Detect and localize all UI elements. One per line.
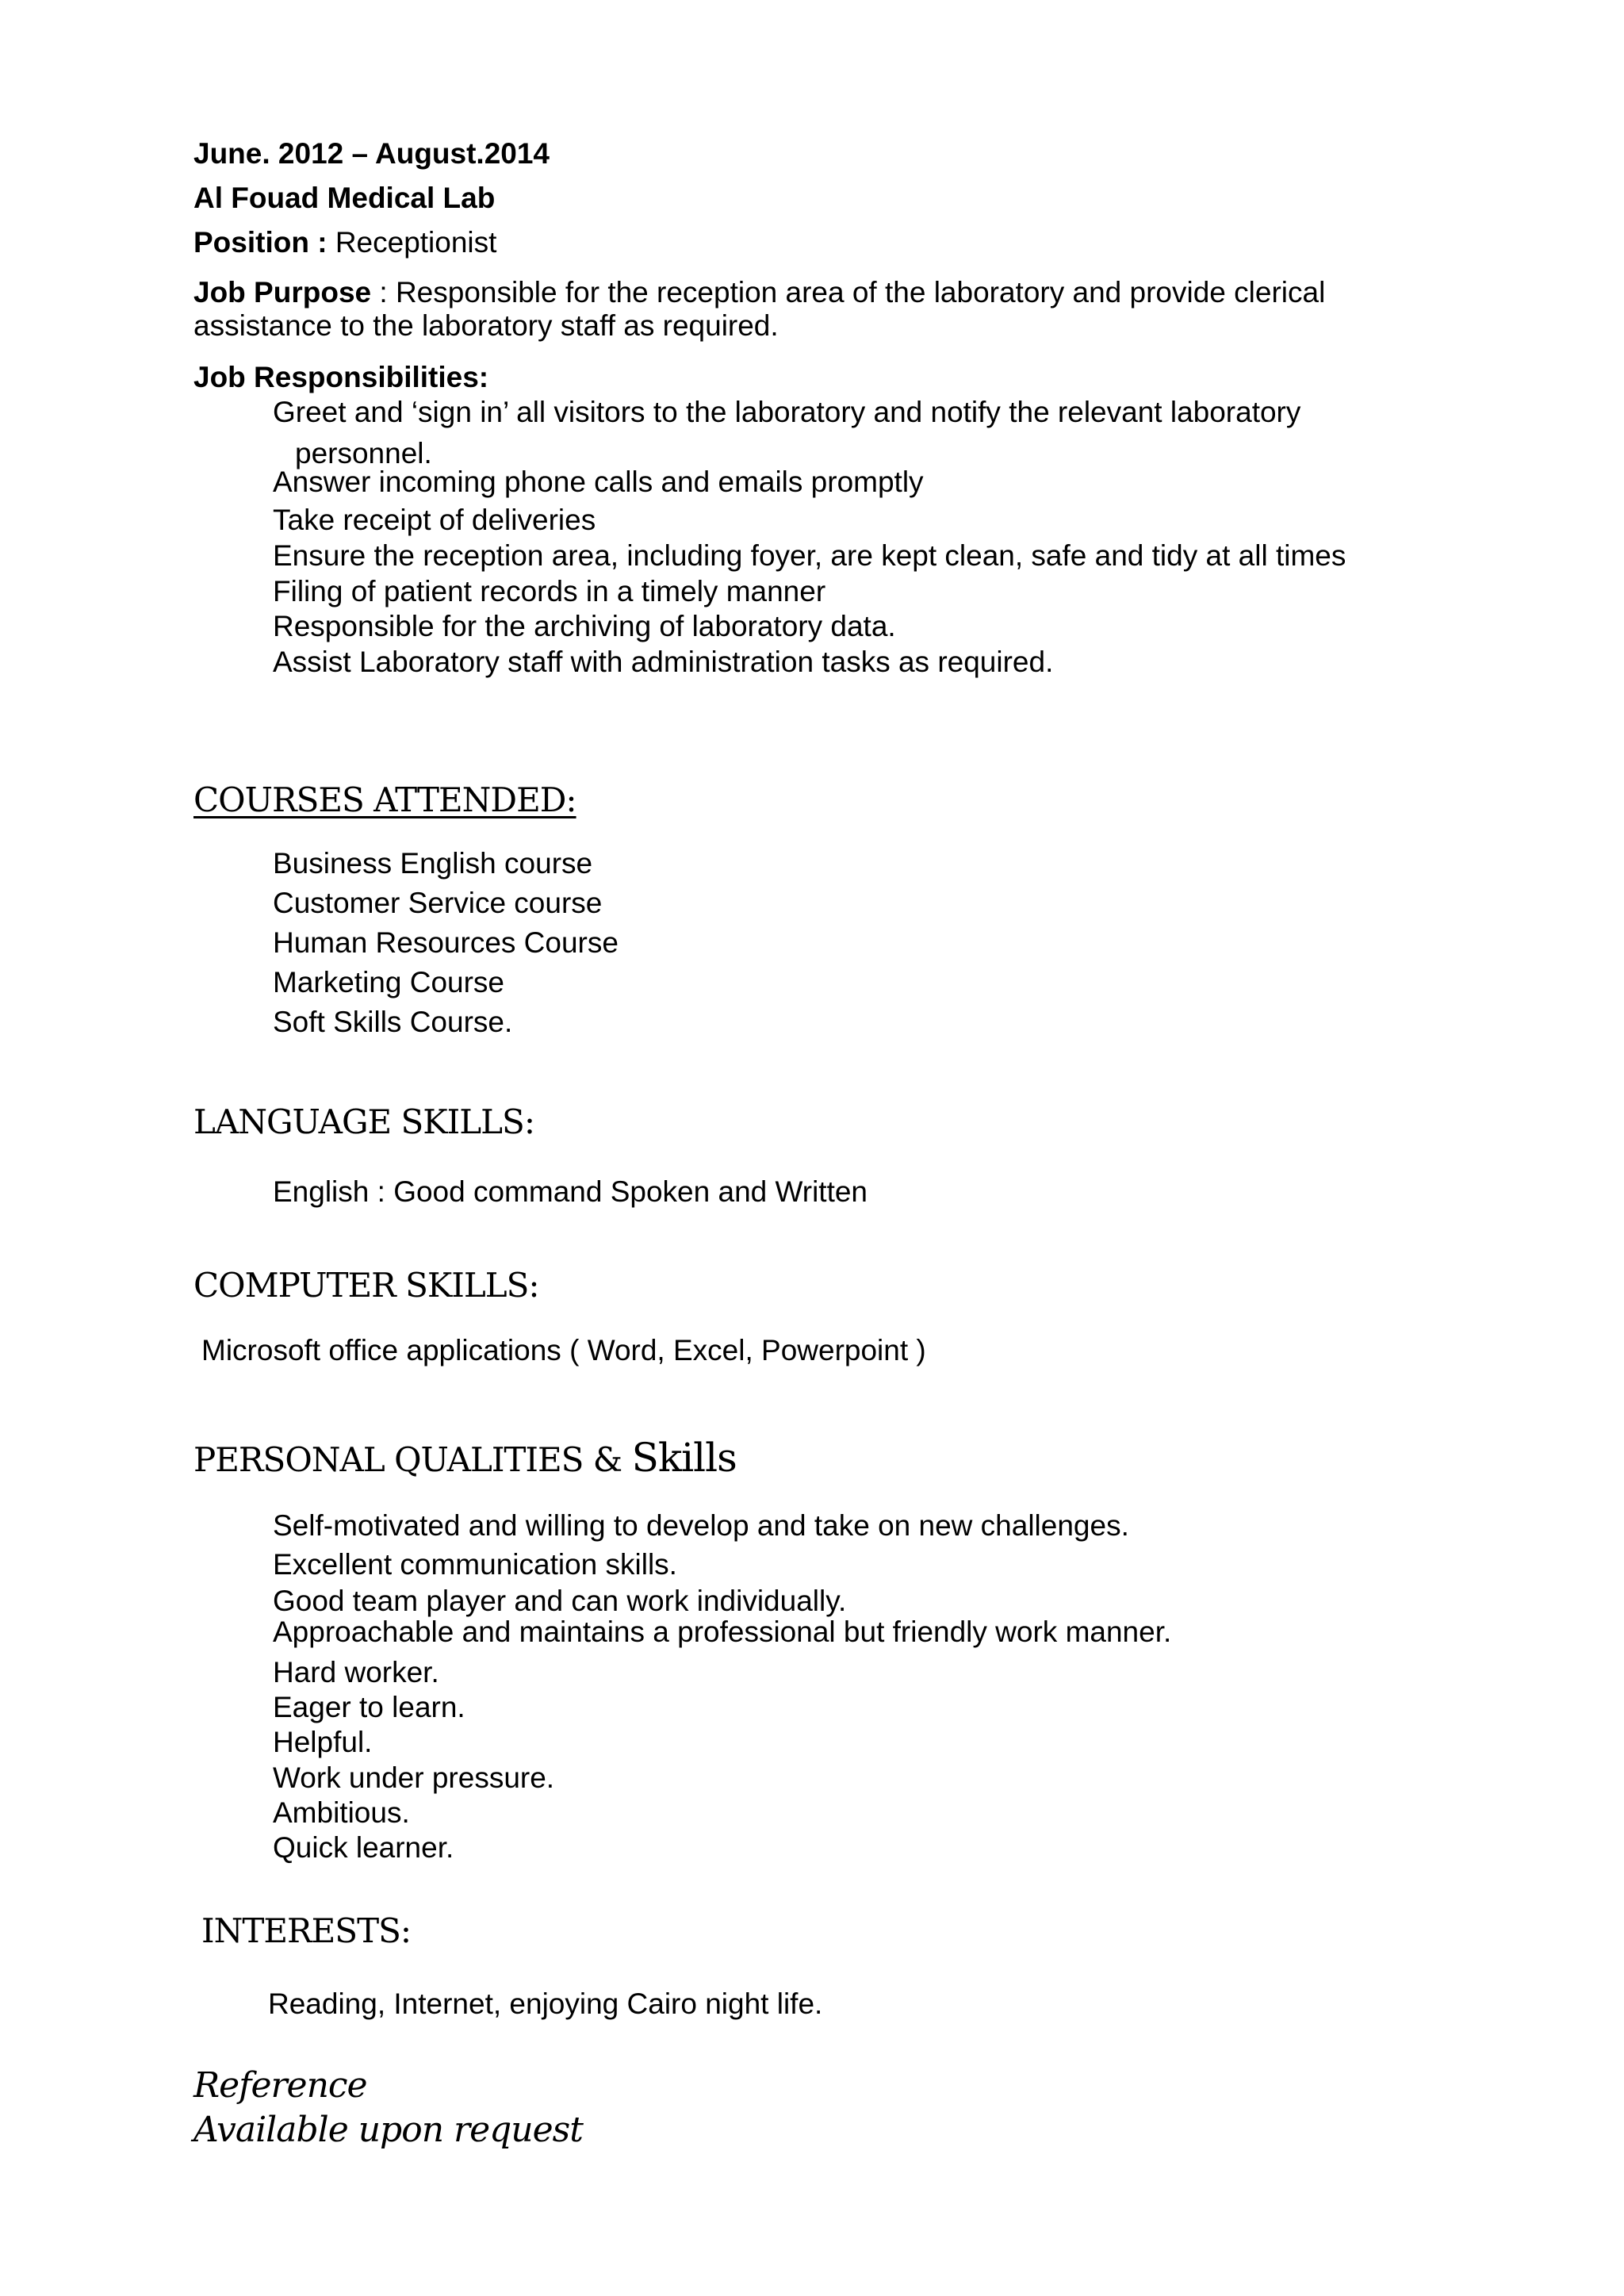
course-item: Human Resources Course [273,926,619,959]
interests-heading: INTERESTS: [201,1911,412,1950]
responsibility-item: Answer incoming phone calls and emails promptly [273,466,924,498]
computer-skill-item: Microsoft office applications ( Word, Excel, Powerpoint ) [201,1334,926,1366]
job-purpose-line2: assistance to the laboratory staff as required. [193,309,779,342]
employment-dates: June. 2012 – August.2014 [193,137,550,170]
quality-item: Excellent communication skills. [273,1548,677,1581]
course-item: Soft Skills Course. [273,1006,513,1038]
quality-item: Self-motivated and willing to develop and take on new challenges. [273,1509,1129,1542]
quality-item: Eager to learn. [273,1691,465,1723]
job-purpose-text: : Responsible for the reception area of the laboratory and provide clerical [379,276,1326,309]
course-item: Marketing Course [273,966,505,999]
job-purpose-line1 [193,275,1325,310]
interests-text: Reading, Internet, enjoying Cairo night life. [268,1987,823,2020]
position-line [193,225,496,260]
job-responsibilities-label: Job Responsibilities: [193,361,489,393]
courses-list [273,844,619,1042]
computer-skills-heading: COMPUTER SKILLS: [193,1266,539,1305]
responsibility-item: Responsible for the archiving of laboratory data. [273,610,896,642]
quality-item: Hard worker. [273,1656,439,1688]
language-skills-heading: LANGUAGE SKILLS: [193,1102,534,1141]
quality-item: Approachable and maintains a professional but friendly work manner. [273,1616,1172,1648]
quality-item: Ambitious. [273,1796,410,1829]
course-item: Customer Service course [273,887,603,919]
quality-item: Good team player and can work individually. [273,1585,847,1617]
responsibility-item: Ensure the reception area, including foyer, are kept clean, safe and tidy at all times [273,539,1346,572]
position-value: Receptionist [335,226,497,259]
personal-qualities-caps: PERSONAL QUALITIES & [193,1440,622,1479]
responsibility-item: Assist Laboratory staff with administration tasks as required. [273,646,1054,678]
reference-title: Reference [193,2065,367,2106]
personal-qualities-heading [193,1435,737,1481]
quality-item: Work under pressure. [273,1761,555,1794]
personal-qualities-skills: Skills [631,1435,737,1481]
quality-item: Quick learner. [273,1831,454,1864]
job-purpose-label: Job Purpose [193,276,372,309]
responsibility-item: Greet and ‘sign in’ all visitors to the laboratory and notify the relevant laboratory [273,396,1301,428]
reference-availability: Available upon request [193,2110,583,2150]
responsibility-item: Take receipt of deliveries [273,504,596,536]
course-item: Business English course [273,847,593,880]
responsibility-item: Filing of patient records in a timely manner [273,575,826,608]
responsibility-item: personnel. [295,437,432,470]
courses-heading: COURSES ATTENDED: [193,780,576,819]
employer-name: Al Fouad Medical Lab [193,182,496,214]
language-skill-item: English : Good command Spoken and Written [273,1175,868,1208]
quality-item: Helpful. [273,1726,373,1758]
position-label: Position : [193,226,327,259]
